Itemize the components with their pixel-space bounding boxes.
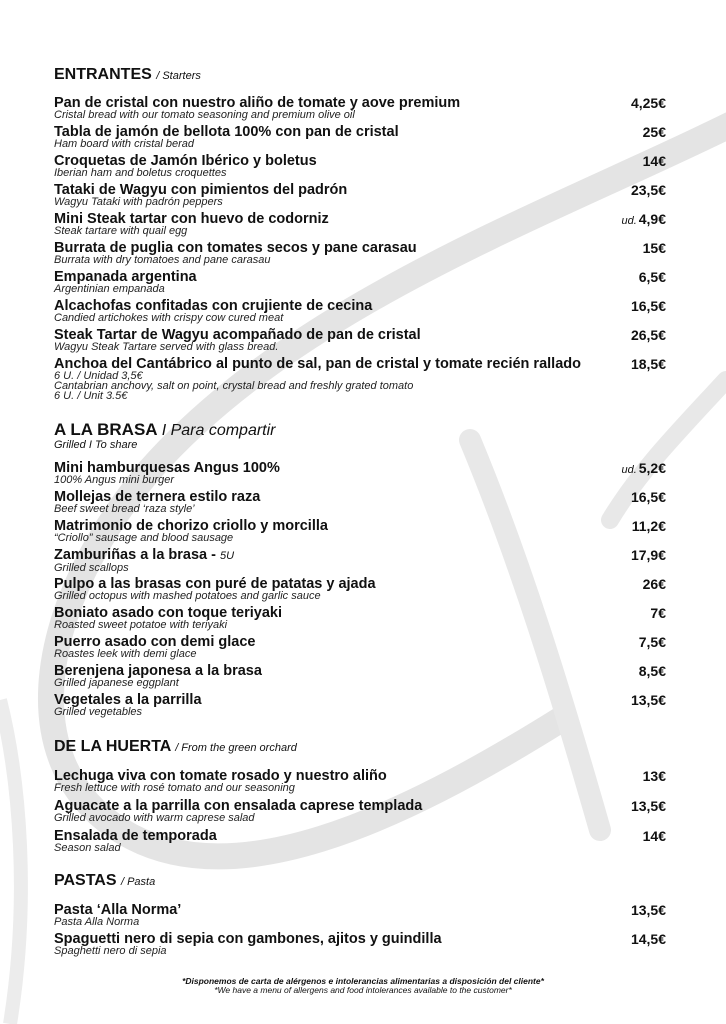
price-value: 11,2€ (631, 518, 666, 534)
menu-item (54, 665, 666, 694)
section-subtitle-english: Grilled I To share (54, 439, 138, 451)
menu-item-list (54, 770, 666, 860)
section-entrantes (54, 66, 666, 407)
dish-name-text: Lechuga viva con tomate rosado y nuestro aliño (54, 768, 387, 784)
price-value: 13€ (642, 768, 666, 784)
section-heading (54, 738, 666, 757)
allergen-notice-en: *We have a menu of allergens and food intolerances available to the customer* (214, 985, 512, 995)
menu-item (54, 694, 666, 723)
menu-item (54, 213, 666, 242)
dish-price (631, 549, 666, 562)
allergen-notice-es: *Disponemos de carta de alérgenos e intolerancias alimentarias a disposición del cliente* (182, 976, 544, 986)
section-pastas (54, 872, 666, 962)
menu-item-list (54, 904, 666, 962)
price-value: 6,5€ (638, 269, 666, 285)
dish-price (631, 300, 666, 313)
dish-name-text: Ensalada de temporada (54, 828, 217, 844)
menu-item (54, 300, 666, 329)
dish-description: Wagyu Steak Tartare served with glass bread. (54, 341, 279, 353)
dish-name-text: Pulpo a las brasas con puré de patatas y ajada (54, 576, 376, 592)
dish-price (639, 636, 666, 649)
section-subtitle: I Para compartir (161, 422, 276, 439)
dish-price (643, 242, 666, 255)
dish-price (631, 97, 666, 110)
price-value: 8,5€ (638, 663, 666, 679)
menu-item (54, 184, 666, 213)
menu-item (54, 329, 666, 358)
dish-description: Steak tartare with quail egg (54, 225, 188, 237)
dish-name-text: Mini Steak tartar con huevo de codorniz (54, 211, 329, 227)
dish-description: Grilled octopus with mashed potatoes and garlic sauce (54, 590, 321, 602)
menu-item (54, 491, 666, 520)
menu-item (54, 549, 666, 578)
price-value: 26€ (642, 576, 666, 592)
dish-name-text: Puerro asado con demi glace (54, 634, 256, 650)
menu-item (54, 520, 666, 549)
price-value: 7,5€ (638, 634, 666, 650)
dish-price (643, 126, 666, 139)
menu-item (54, 358, 666, 407)
price-value: 14€ (642, 153, 666, 169)
dish-description: Roasted sweet potatoe with teriyaki (54, 619, 228, 631)
dish-price (650, 607, 666, 620)
dish-name-text: Tabla de jamón de bellota 100% con pan de cristal (54, 124, 399, 140)
menu-item (54, 242, 666, 271)
dish-price (632, 520, 666, 533)
dish-price (631, 329, 666, 342)
price-value: 23,5€ (630, 182, 666, 198)
price-value: 5,2€ (638, 460, 666, 476)
dish-price (643, 155, 666, 168)
dish-name-text: Croquetas de Jamón Ibérico y boletus (54, 153, 317, 169)
dish-description: Grilled japanese eggplant (54, 677, 179, 689)
dish-name-text: Boniato asado con toque teriyaki (54, 605, 283, 621)
price-unit-prefix: ud. (621, 464, 637, 476)
dish-name-text: Empanada argentina (54, 269, 197, 285)
dish-name-text: Spaguetti nero di sepia con gambones, ajitos y guindilla (54, 931, 442, 947)
dish-description: 100% Angus mini burger (54, 474, 175, 486)
menu-item (54, 770, 666, 800)
section-heading (54, 872, 666, 891)
dish-description: Cristal bread with our tomato seasoning and premium olive oil (54, 109, 355, 121)
menu-item-list (54, 97, 666, 407)
price-value: 16,5€ (630, 298, 666, 314)
dish-description: Burrata with dry tomatoes and pane carasau (54, 254, 271, 266)
dish-name-text: Berenjena japonesa a la brasa (54, 663, 262, 679)
dish-name-text: Tataki de Wagyu con pimientos del padrón (54, 182, 348, 198)
menu-item (54, 933, 666, 962)
allergen-notice (0, 977, 726, 995)
price-value: 4,9€ (638, 211, 666, 227)
dish-description: 6 U. / Unidad 3,5€ (54, 370, 143, 382)
menu-item (54, 800, 666, 830)
dish-price (639, 271, 666, 284)
dish-description: Iberian ham and boletus croquettes (54, 167, 227, 179)
dish-price (631, 358, 666, 371)
section-title: PASTAS (54, 872, 117, 889)
menu-item (54, 904, 666, 933)
dish-price (631, 184, 666, 197)
dish-name (54, 358, 666, 371)
menu-item-list (54, 462, 666, 723)
dish-price (621, 213, 666, 228)
dish-name-text: Zamburiñas a la brasa - (54, 547, 216, 563)
dish-price (631, 491, 666, 504)
section-title: DE LA HUERTA (54, 738, 171, 755)
section-subtitle: / From the green orchard (175, 742, 297, 754)
dish-name-text: Alcachofas confitadas con crujiente de cecina (54, 298, 373, 314)
menu-item (54, 126, 666, 155)
dish-description: Beef sweet bread ‘raza style’ (54, 503, 195, 515)
price-value: 15€ (642, 240, 666, 256)
dish-name (54, 694, 666, 707)
price-value: 14€ (642, 828, 666, 844)
dish-name-text: Pan de cristal con nuestro aliño de tomate y aove premium (54, 95, 461, 111)
price-value: 13,5€ (630, 902, 666, 918)
dish-name-text: Mini hamburquesas Angus 100% (54, 460, 280, 476)
menu-item (54, 607, 666, 636)
section-subtitle: / Pasta (120, 876, 156, 888)
dish-price (643, 830, 666, 843)
dish-description: Candied artichokes with crispy cow cured meat (54, 312, 284, 324)
dish-name-text: Vegetales a la parrilla (54, 692, 202, 708)
dish-name (54, 830, 666, 843)
dish-description: Cantabrian anchovy, salt on point, crystal bread and freshly grated tomato (54, 380, 414, 392)
dish-name-text: Pasta ‘Alla Norma’ (54, 902, 182, 918)
dish-name-text: Aguacate a la parrilla con ensalada caprese templada (54, 798, 423, 814)
menu-item (54, 830, 666, 860)
dish-description: Argentinian empanada (54, 283, 165, 295)
section-a-la-brasa (54, 421, 666, 723)
dish-description: Season salad (54, 842, 121, 854)
menu-item (54, 155, 666, 184)
dish-description: Roastes leek with demi glace (54, 648, 197, 660)
dish-name (54, 904, 666, 917)
dish-price (643, 578, 666, 591)
section-heading (54, 421, 666, 440)
dish-price (631, 800, 666, 813)
dish-price (631, 904, 666, 917)
dish-name (54, 549, 666, 563)
price-value: 4,25€ (630, 95, 666, 111)
dish-price (621, 462, 666, 477)
section-de-la-huerta (54, 738, 666, 860)
price-value: 14,5€ (630, 931, 666, 947)
dish-name-text: Steak Tartar de Wagyu acompañado de pan de cristal (54, 327, 421, 343)
menu-item (54, 578, 666, 607)
dish-price (631, 933, 666, 946)
price-unit-prefix: ud. (621, 215, 637, 227)
dish-unit: 5U (220, 550, 235, 562)
dish-name-text: Mollejas de ternera estilo raza (54, 489, 261, 505)
menu-item (54, 97, 666, 126)
menu-item (54, 271, 666, 300)
dish-description: Grilled avocado with warm caprese salad (54, 812, 255, 824)
dish-description: Fresh lettuce with rosé tomato and our seasoning (54, 782, 295, 794)
dish-description: Grilled vegetables (54, 706, 143, 718)
dish-description: Spaghetti nero di sepia (54, 945, 167, 957)
dish-description: Grilled scallops (54, 562, 129, 574)
price-value: 25€ (642, 124, 666, 140)
dish-price (639, 665, 666, 678)
price-value: 16,5€ (630, 489, 666, 505)
dish-name-text: Anchoa del Cantábrico al punto de sal, pan de cristal y tomate recién rallado (54, 356, 581, 372)
section-title: A LA BRASA (54, 420, 157, 439)
dish-price (631, 694, 666, 707)
dish-description: 6 U. / Unit 3.5€ (54, 390, 128, 402)
section-title: ENTRANTES (54, 66, 152, 83)
price-value: 13,5€ (630, 692, 666, 708)
dish-name-text: Matrimonio de chorizo criollo y morcilla (54, 518, 328, 534)
price-value: 26,5€ (630, 327, 666, 343)
price-value: 17,9€ (630, 547, 666, 563)
price-value: 13,5€ (630, 798, 666, 814)
price-value: 18,5€ (630, 356, 666, 372)
dish-name-text: Burrata de puglia con tomates secos y pane carasau (54, 240, 417, 256)
dish-description: Pasta Alla Norma (54, 916, 140, 928)
dish-description: Ham board with cristal berad (54, 138, 195, 150)
section-subtitle: / Starters (156, 70, 201, 82)
dish-price (643, 770, 666, 783)
menu-item (54, 636, 666, 665)
menu-item (54, 462, 666, 491)
dish-description: Wagyu Tataki with padrón peppers (54, 196, 223, 208)
price-value: 7€ (650, 605, 666, 621)
section-heading (54, 66, 666, 85)
dish-description: “Criollo” sausage and blood sausage (54, 532, 234, 544)
